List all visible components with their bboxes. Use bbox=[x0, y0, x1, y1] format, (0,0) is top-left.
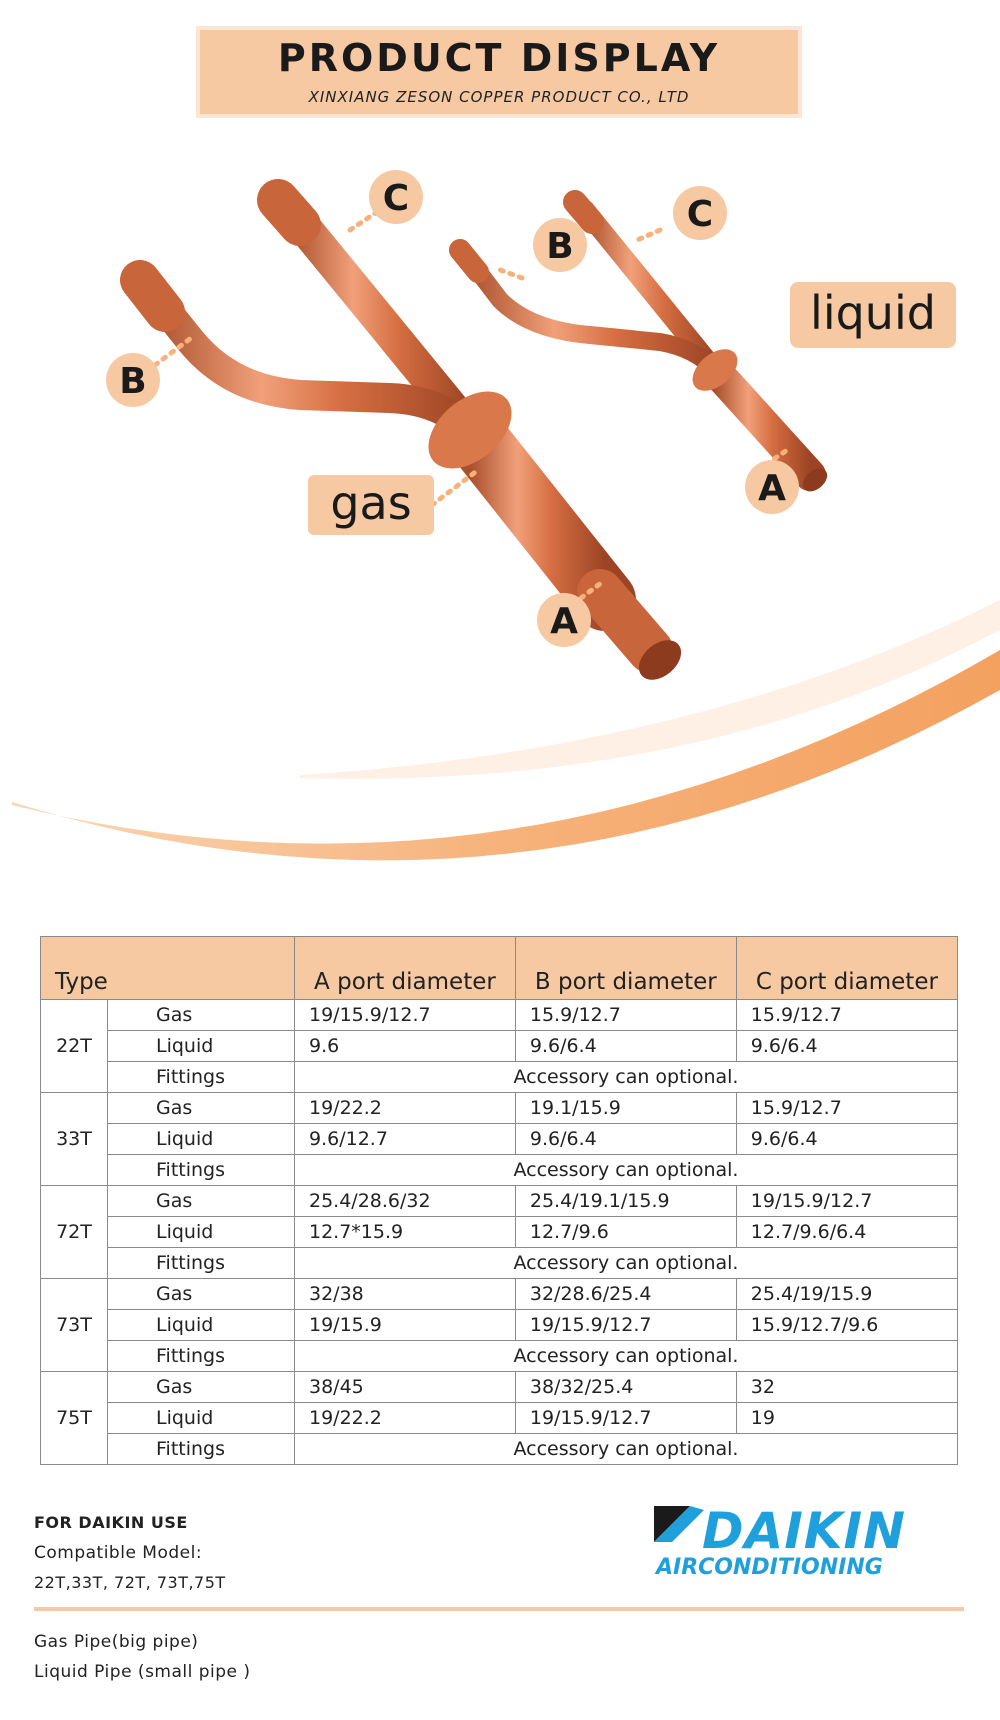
table-row bbox=[41, 1341, 958, 1372]
table-row bbox=[41, 1279, 958, 1310]
gas-value: 15.9/12.7 bbox=[736, 1000, 957, 1031]
table-row bbox=[41, 1031, 958, 1062]
gas-value: 38/45 bbox=[295, 1372, 516, 1403]
divider bbox=[34, 1607, 964, 1611]
kind-fittings: Fittings bbox=[108, 1062, 295, 1093]
kind-fittings: Fittings bbox=[108, 1155, 295, 1186]
table-row bbox=[41, 1372, 958, 1403]
gas-value: 19/15.9/12.7 bbox=[736, 1186, 957, 1217]
gas-value: 32/28.6/25.4 bbox=[515, 1279, 736, 1310]
fittings-value: Accessory can optional. bbox=[295, 1248, 958, 1279]
kind-gas: Gas bbox=[108, 1000, 295, 1031]
page-title: PRODUCT DISPLAY bbox=[277, 36, 721, 80]
liquid-tag: liquid bbox=[810, 286, 936, 340]
liquid-value: 9.6/6.4 bbox=[515, 1031, 736, 1062]
gas-value: 19/15.9/12.7 bbox=[295, 1000, 516, 1031]
liquid-value: 19/15.9/12.7 bbox=[515, 1403, 736, 1434]
model-cell: 33T bbox=[41, 1093, 108, 1186]
model-cell: 72T bbox=[41, 1186, 108, 1279]
model-cell: 75T bbox=[41, 1372, 108, 1465]
liquid-value: 9.6/6.4 bbox=[736, 1124, 957, 1155]
header-a-port: A port diameter bbox=[295, 937, 516, 1000]
fittings-value: Accessory can optional. bbox=[295, 1155, 958, 1186]
liquid-value: 19/15.9/12.7 bbox=[515, 1310, 736, 1341]
model-cell: 73T bbox=[41, 1279, 108, 1372]
gas-tag: gas bbox=[330, 476, 412, 530]
fittings-value: Accessory can optional. bbox=[295, 1062, 958, 1093]
table-row bbox=[41, 1248, 958, 1279]
liquid-value: 9.6/6.4 bbox=[515, 1124, 736, 1155]
kind-liquid: Liquid bbox=[108, 1124, 295, 1155]
gas-value: 19/22.2 bbox=[295, 1093, 516, 1124]
compatible-label: Compatible Model: bbox=[34, 1543, 203, 1563]
header-c-port: C port diameter bbox=[736, 937, 957, 1000]
table-row bbox=[41, 1062, 958, 1093]
kind-fittings: Fittings bbox=[108, 1341, 295, 1372]
header-type: Type bbox=[41, 937, 295, 1000]
kind-gas: Gas bbox=[108, 1279, 295, 1310]
gas-value: 32/38 bbox=[295, 1279, 516, 1310]
daikin-logo-brand: DAIKIN bbox=[702, 1504, 906, 1560]
daikin-logo bbox=[652, 1504, 952, 1580]
compatible-models: 22T,33T, 72T, 73T,75T bbox=[34, 1573, 226, 1592]
gas-value: 19.1/15.9 bbox=[515, 1093, 736, 1124]
table-row bbox=[41, 1093, 958, 1124]
gas-value: 25.4/19/15.9 bbox=[736, 1279, 957, 1310]
daikin-logo-sub: AIRCONDITIONING bbox=[656, 1555, 883, 1580]
gas-value: 38/32/25.4 bbox=[515, 1372, 736, 1403]
liquid-value: 12.7/9.6 bbox=[515, 1217, 736, 1248]
company-name: XINXIANG ZESON COPPER PRODUCT CO., LTD bbox=[308, 88, 690, 106]
liquid-value: 19/22.2 bbox=[295, 1403, 516, 1434]
liquid-value: 9.6/6.4 bbox=[736, 1031, 957, 1062]
kind-liquid: Liquid bbox=[108, 1031, 295, 1062]
kind-gas: Gas bbox=[108, 1372, 295, 1403]
table-row bbox=[41, 1217, 958, 1248]
port-label-a-gas: A bbox=[550, 601, 578, 642]
port-label-b-gas: B bbox=[119, 361, 147, 402]
liquid-value: 12.7*15.9 bbox=[295, 1217, 516, 1248]
table-row bbox=[41, 1310, 958, 1341]
gas-branch-pipe bbox=[140, 200, 689, 688]
spec-table bbox=[40, 936, 958, 1465]
kind-gas: Gas bbox=[108, 1186, 295, 1217]
kind-gas: Gas bbox=[108, 1093, 295, 1124]
table-row bbox=[41, 1403, 958, 1434]
fittings-value: Accessory can optional. bbox=[295, 1341, 958, 1372]
model-cell: 22T bbox=[41, 1000, 108, 1093]
liquid-value: 19 bbox=[736, 1403, 957, 1434]
gas-pipe-note: Gas Pipe(big pipe) bbox=[34, 1632, 199, 1652]
liquid-pipe-note: Liquid Pipe (small pipe ) bbox=[34, 1662, 251, 1682]
table-row bbox=[41, 1155, 958, 1186]
port-label-c-liquid: C bbox=[686, 194, 714, 235]
header-banner bbox=[200, 30, 798, 114]
gas-value: 15.9/12.7 bbox=[736, 1093, 957, 1124]
table-header-row bbox=[41, 937, 958, 1000]
product-illustration bbox=[0, 130, 1000, 890]
table-row bbox=[41, 1434, 958, 1465]
port-label-b-liquid: B bbox=[546, 226, 574, 267]
daikin-use-label: FOR DAIKIN USE bbox=[34, 1513, 188, 1532]
table-row bbox=[41, 1000, 958, 1031]
header-b-port: B port diameter bbox=[515, 937, 736, 1000]
kind-fittings: Fittings bbox=[108, 1248, 295, 1279]
liquid-value: 15.9/12.7/9.6 bbox=[736, 1310, 957, 1341]
kind-fittings: Fittings bbox=[108, 1434, 295, 1465]
table-row bbox=[41, 1124, 958, 1155]
fittings-value: Accessory can optional. bbox=[295, 1434, 958, 1465]
kind-liquid: Liquid bbox=[108, 1217, 295, 1248]
kind-liquid: Liquid bbox=[108, 1310, 295, 1341]
gas-value: 32 bbox=[736, 1372, 957, 1403]
port-label-a-liquid: A bbox=[758, 468, 786, 509]
port-label-c-gas: C bbox=[382, 178, 410, 219]
gas-value: 25.4/19.1/15.9 bbox=[515, 1186, 736, 1217]
kind-liquid: Liquid bbox=[108, 1403, 295, 1434]
gas-value: 25.4/28.6/32 bbox=[295, 1186, 516, 1217]
liquid-value: 9.6 bbox=[295, 1031, 516, 1062]
liquid-value: 19/15.9 bbox=[295, 1310, 516, 1341]
table-row bbox=[41, 1186, 958, 1217]
liquid-value: 9.6/12.7 bbox=[295, 1124, 516, 1155]
gas-value: 15.9/12.7 bbox=[515, 1000, 736, 1031]
liquid-value: 12.7/9.6/6.4 bbox=[736, 1217, 957, 1248]
